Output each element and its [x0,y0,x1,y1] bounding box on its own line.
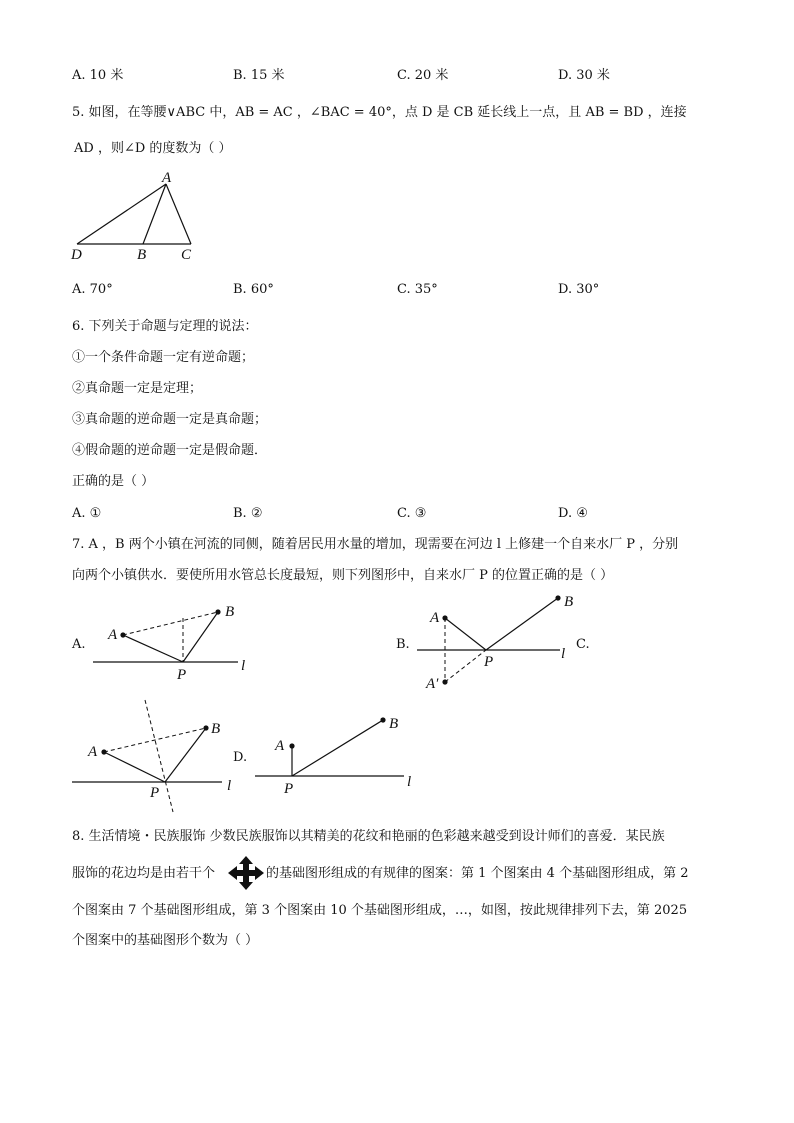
q6-stem: 6. 下列关于命题与定理的说法： [72,319,258,334]
point-a [289,743,294,748]
segment-ap [123,635,183,662]
q5-option-d: D. 30° [558,282,600,297]
point-a [101,749,106,754]
label-p: P [284,781,294,797]
q7-stem-line1: 7. A ，B 两个小镇在河流的同侧，随着居民用水量的增加，现需要在河边 l 上修建一个自来水厂 P ，分别 [72,537,679,552]
label-l: l [241,658,246,674]
q7-stem-line2: 向两个小镇供水．要使所用水管总长度最短，则下列图形中，自来水厂 P 的位置正确的是（ ） [72,568,614,583]
label-p: P [150,785,160,801]
label-p: P [484,654,494,670]
q6-item-1: ①一个条件命题一定有逆命题； [72,350,255,365]
q7-option-a-label: A. [72,637,86,652]
label-b: B [389,716,399,732]
q7-figure-d [252,706,424,798]
segment-bp [183,612,218,662]
point-label-a: A [162,170,172,186]
segment-ca [166,184,191,244]
label-l: l [407,774,412,790]
q5-option-a: A. 70° [72,282,113,297]
q7-option-d-label: D. [233,750,248,765]
q7-figure-c [70,700,250,812]
q6-item-3: ③真命题的逆命题一定是真命题； [72,412,268,427]
segment-ba [143,184,166,244]
q6-option-c: C. ③ [397,506,427,521]
q8-stem-line3: 个图案由 7 个基础图形组成，第 3 个图案由 10 个基础图形组成，…，如图，按此规律排列下去，第 2025 [72,903,688,918]
label-a: A [430,610,440,626]
q6-item-4: ④假命题的逆命题一定是假命题． [72,443,268,458]
q6-option-a: A. ① [72,506,102,521]
q8-stem-line2b: 的基础图形组成的有规律的图案：第 1 个图案由 4 个基础图形组成，第 2 [266,866,689,881]
q4-option-a: A. 10 米 [72,68,124,83]
q7-option-b-label: B. [396,637,410,652]
point-a [442,615,447,620]
q6-option-d: D. ④ [558,506,588,521]
segment-bp [165,728,206,782]
q7-figure-a [90,598,260,684]
label-l: l [227,778,232,794]
q5-option-c: C. 35° [397,282,438,297]
label-b: B [225,604,235,620]
point-a [120,632,125,637]
q7-figure-b [412,590,582,696]
label-a: A [108,627,118,643]
point-label-d: D [71,247,82,263]
dashed-segment-a-prime-p [445,650,486,682]
label-a-prime: A′ [426,676,439,692]
label-b: B [211,721,221,737]
q4-option-c: C. 20 米 [397,68,449,83]
q6-item-2: ②真命题一定是定理； [72,381,203,396]
q8-stem-line4: 个图案中的基础图形个数为（ ） [72,933,259,948]
q5-option-b: B. 60° [233,282,274,297]
label-a: A [275,738,285,754]
label-b: B [564,594,574,610]
segment-bp [486,598,558,650]
q4-option-b: B. 15 米 [233,68,285,83]
label-p: P [177,667,187,683]
q7-option-c-label: C. [576,637,590,652]
point-b [203,725,208,730]
point-label-b: B [137,247,147,263]
segment-da [77,184,166,244]
label-a: A [88,744,98,760]
point-b [380,717,385,722]
q5-triangle-figure [66,170,206,262]
point-a-prime [442,679,447,684]
q5-stem-line2: AD ，则∠D 的度数为（ ） [74,141,232,156]
point-b [215,609,220,614]
q8-stem-line1: 8. 生活情境・民族服饰 少数民族服饰以其精美的花纹和艳丽的色彩越来越受到设计师们的喜爱．某民族 [72,829,665,844]
point-b [555,595,560,600]
label-l: l [561,646,566,662]
segment-ap [104,752,165,782]
q6-ask: 正确的是（ ） [72,474,155,489]
q8-stem-line2a: 服饰的花边均是由若干个 [72,866,216,881]
q4-option-d: D. 30 米 [558,68,610,83]
q6-option-b: B. ② [233,506,263,521]
q5-stem-line1: 5. 如图，在等腰∨ABC 中，AB = AC ，∠BAC = 40°，点 D 是 CB 延长线上一点，且 AB = BD ，连接 [72,105,687,120]
segment-bp [292,720,383,776]
point-label-c: C [181,247,192,263]
four-arrow-cross-icon [226,855,266,891]
segment-ap [445,618,486,650]
